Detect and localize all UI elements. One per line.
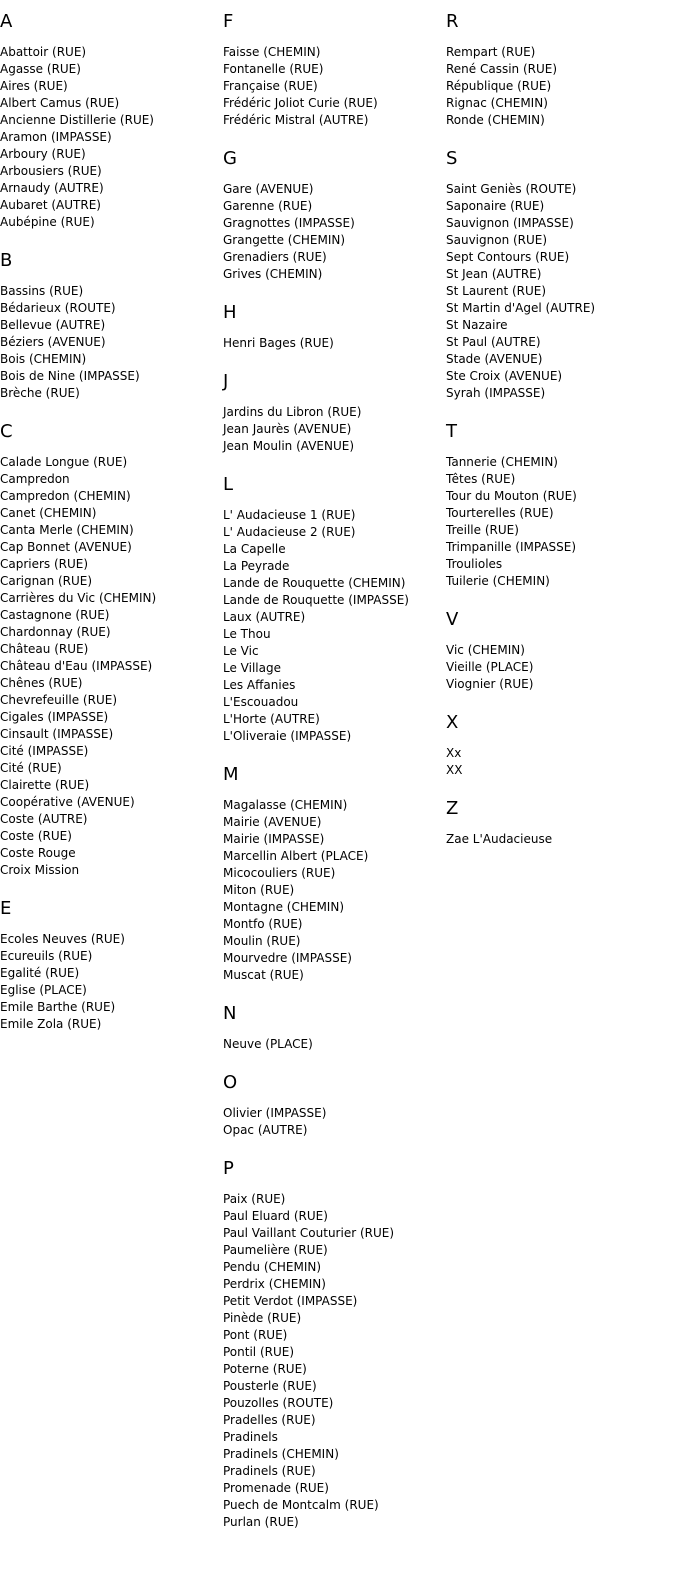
section-letter-heading: L [223,474,234,495]
letter-section-v [446,607,675,693]
letter-section-x [446,710,675,779]
street-link[interactable]: Tour du Mouton (RUE) [446,489,577,503]
street-link[interactable]: Tuilerie (CHEMIN) [446,574,550,588]
street-link[interactable]: L' Audacieuse 2 (RUE) [223,525,356,539]
street-link[interactable]: L' Audacieuse 1 (RUE) [223,508,356,522]
section-letter-heading: G [223,148,237,169]
street-link[interactable]: Xx [446,746,462,760]
section-letter-heading: V [446,609,459,630]
letter-section-z [446,796,675,848]
street-link[interactable]: Marcellin Albert (PLACE) [223,849,369,863]
letter-section-n [223,1001,445,1053]
street-link[interactable]: L'Oliveraie (IMPASSE) [223,729,352,743]
letter-section-r [446,9,675,129]
street-link[interactable]: Pradinels (CHEMIN) [223,1447,339,1461]
street-link[interactable]: Canet (CHEMIN) [0,506,97,520]
street-link[interactable]: Coste (RUE) [0,829,72,843]
street-link[interactable]: Agasse (RUE) [0,62,81,76]
street-link[interactable]: Ronde (CHEMIN) [446,113,545,127]
street-link[interactable]: Ecoles Neuves (RUE) [0,932,125,946]
street-link[interactable]: Moulin (RUE) [223,934,301,948]
street-link[interactable]: Tannerie (CHEMIN) [446,455,558,469]
street-link[interactable]: Chênes (RUE) [0,676,83,690]
street-link[interactable]: Puech de Montcalm (RUE) [223,1498,379,1512]
street-link[interactable]: Ecureuils (RUE) [0,949,93,963]
letter-section-p [223,1156,445,1531]
street-link[interactable]: Egalité (RUE) [0,966,80,980]
street-link[interactable]: Viognier (RUE) [446,677,534,691]
street-link[interactable]: Miton (RUE) [223,883,295,897]
section-letter-heading: O [223,1072,238,1093]
street-link[interactable]: Têtes (RUE) [446,472,516,486]
section-letter-heading: A [0,11,13,32]
street-link[interactable]: Montagne (CHEMIN) [223,900,344,914]
street-link[interactable]: Aramon (IMPASSE) [0,130,112,144]
street-link[interactable]: Pouzolles (ROUTE) [223,1396,334,1410]
street-link[interactable]: Lande de Rouquette (IMPASSE) [223,593,409,607]
section-letter-heading: J [223,371,229,392]
street-link[interactable]: Treille (RUE) [446,523,519,537]
street-link[interactable]: Neuve (PLACE) [223,1037,313,1051]
street-link[interactable]: Vic (CHEMIN) [446,643,525,657]
street-link[interactable]: Le Thou [223,627,271,641]
street-link[interactable]: Pradinels [223,1430,278,1444]
street-link[interactable]: La Peyrade [223,559,290,573]
street-link[interactable]: Brèche (RUE) [0,386,80,400]
street-link[interactable]: Paul Eluard (RUE) [223,1209,328,1223]
street-link[interactable]: Arbousiers (RUE) [0,164,102,178]
street-link[interactable]: Jardins du Libron (RUE) [223,405,362,419]
street-column-2 [223,9,445,1548]
street-link[interactable]: Montfo (RUE) [223,917,303,931]
street-link[interactable]: Rignac (CHEMIN) [446,96,548,110]
street-link[interactable]: Française (RUE) [223,79,318,93]
section-letter-heading: F [223,11,234,32]
street-column-3 [446,9,675,865]
street-link[interactable]: Lande de Rouquette (CHEMIN) [223,576,406,590]
street-link[interactable]: Clairette (RUE) [0,778,90,792]
street-link[interactable]: Campredon (CHEMIN) [0,489,131,503]
street-link[interactable]: Mairie (AVENUE) [223,815,322,829]
street-link[interactable]: Aubaret (AUTRE) [0,198,101,212]
letter-section-f [223,9,445,129]
letter-section-b [0,248,222,402]
letter-section-s [446,146,675,402]
street-column-1 [0,9,222,1050]
section-letter-heading: B [0,250,13,271]
street-link[interactable]: Cap Bonnet (AVENUE) [0,540,132,554]
street-link[interactable]: Coste (AUTRE) [0,812,88,826]
street-link[interactable]: Gragnottes (IMPASSE) [223,216,355,230]
street-link[interactable]: Grives (CHEMIN) [223,267,323,281]
street-link[interactable]: Cinsault (IMPASSE) [0,727,114,741]
street-link[interactable]: L'Escouadou [223,695,299,709]
street-link[interactable]: Pradinels (RUE) [223,1464,316,1478]
street-link[interactable]: Cigales (IMPASSE) [0,710,109,724]
street-link[interactable]: Pendu (CHEMIN) [223,1260,322,1274]
section-letter-heading: N [223,1003,237,1024]
street-link[interactable]: Castagnone (RUE) [0,608,110,622]
street-link[interactable]: Sauvignon (IMPASSE) [446,216,574,230]
street-link[interactable]: Muscat (RUE) [223,968,304,982]
street-link[interactable]: Carrières du Vic (CHEMIN) [0,591,157,605]
street-link[interactable]: Mourvedre (IMPASSE) [223,951,352,965]
letter-section-c [0,419,222,879]
street-link[interactable]: Micocouliers (RUE) [223,866,336,880]
street-link[interactable]: Bédarieux (ROUTE) [0,301,116,315]
street-link[interactable]: Calade Longue (RUE) [0,455,128,469]
section-letter-heading: S [446,148,458,169]
street-link[interactable]: Petit Verdot (IMPASSE) [223,1294,358,1308]
street-link[interactable]: Bois de Nine (IMPASSE) [0,369,140,383]
street-link[interactable]: Pontil (RUE) [223,1345,295,1359]
section-letter-heading: H [223,302,237,323]
street-link[interactable]: Purlan (RUE) [223,1515,299,1529]
street-link[interactable]: Grangette (CHEMIN) [223,233,346,247]
street-link[interactable]: Béziers (AVENUE) [0,335,106,349]
street-link[interactable]: St Paul (AUTRE) [446,335,541,349]
street-link[interactable]: Ste Croix (AVENUE) [446,369,563,383]
section-letter-heading: X [446,712,459,733]
street-link[interactable]: Opac (AUTRE) [223,1123,308,1137]
street-link[interactable]: Bellevue (AUTRE) [0,318,106,332]
street-link[interactable]: L'Horte (AUTRE) [223,712,320,726]
street-link[interactable]: St Martin d'Agel (AUTRE) [446,301,596,315]
street-link[interactable]: Garenne (RUE) [223,199,313,213]
street-link[interactable]: Vieille (PLACE) [446,660,534,674]
street-link[interactable]: Faisse (CHEMIN) [223,45,321,59]
street-link[interactable]: René Cassin (RUE) [446,62,558,76]
section-letter-heading: Z [446,798,459,819]
letter-section-h [223,300,445,352]
street-link[interactable]: Paumelière (RUE) [223,1243,328,1257]
letter-section-a [0,9,222,231]
street-link[interactable]: Troulioles [446,557,503,571]
street-link[interactable]: République (RUE) [446,79,552,93]
street-link[interactable]: Cité (IMPASSE) [0,744,89,758]
street-link[interactable]: Saponaire (RUE) [446,199,545,213]
street-link[interactable]: Gare (AVENUE) [223,182,314,196]
street-link[interactable]: Croix Mission [0,863,80,877]
street-link[interactable]: Frédéric Joliot Curie (RUE) [223,96,378,110]
street-link[interactable]: Aubépine (RUE) [0,215,95,229]
street-link[interactable]: Emile Barthe (RUE) [0,1000,116,1014]
letter-section-m [223,762,445,984]
street-link[interactable]: Poterne (RUE) [223,1362,307,1376]
street-link[interactable]: Château (RUE) [0,642,89,656]
street-link[interactable]: Chardonnay (RUE) [0,625,111,639]
street-link[interactable]: St Jean (AUTRE) [446,267,542,281]
street-link[interactable]: Syrah (IMPASSE) [446,386,546,400]
street-link[interactable]: St Laurent (RUE) [446,284,547,298]
letter-section-l [223,472,445,745]
street-link[interactable]: Campredon [0,472,70,486]
street-link[interactable]: Le Vic [223,644,259,658]
street-link[interactable]: Sept Contours (RUE) [446,250,570,264]
street-link[interactable]: Coopérative (AVENUE) [0,795,135,809]
street-link[interactable]: Bois (CHEMIN) [0,352,87,366]
street-link[interactable]: St Nazaire [446,318,508,332]
street-link[interactable]: Capriers (RUE) [0,557,89,571]
letter-section-t [446,419,675,590]
street-link[interactable]: Zae L'Audacieuse [446,832,553,846]
street-link[interactable]: XX [446,763,463,777]
section-letter-heading: T [446,421,457,442]
street-link[interactable]: Perdrix (CHEMIN) [223,1277,326,1291]
street-link[interactable]: Aires (RUE) [0,79,68,93]
street-link[interactable]: Emile Zola (RUE) [0,1017,102,1031]
letter-section-g [223,146,445,283]
street-link[interactable]: Rempart (RUE) [446,45,536,59]
street-link[interactable]: Les Affanies [223,678,296,692]
street-link[interactable]: Le Village [223,661,281,675]
street-link[interactable]: Sauvignon (RUE) [446,233,548,247]
street-link[interactable]: Canta Merle (CHEMIN) [0,523,134,537]
street-link[interactable]: Saint Geniès (ROUTE) [446,182,577,196]
street-link[interactable]: Paix (RUE) [223,1192,286,1206]
street-link[interactable]: Carignan (RUE) [0,574,93,588]
section-letter-heading: P [223,1158,234,1179]
street-link[interactable]: Arnaudy (AUTRE) [0,181,104,195]
street-link[interactable]: Mairie (IMPASSE) [223,832,325,846]
street-link[interactable]: Trimpanille (IMPASSE) [446,540,577,554]
street-link[interactable]: Pinède (RUE) [223,1311,302,1325]
street-link[interactable]: Paul Vaillant Couturier (RUE) [223,1226,395,1240]
section-letter-heading: R [446,11,459,32]
street-link[interactable]: Stade (AVENUE) [446,352,543,366]
street-link[interactable]: Frédéric Mistral (AUTRE) [223,113,369,127]
street-link[interactable]: Promenade (RUE) [223,1481,329,1495]
letter-section-e [0,896,222,1033]
street-link[interactable]: Pousterle (RUE) [223,1379,317,1393]
street-link[interactable]: Chevrefeuille (RUE) [0,693,117,707]
street-link[interactable]: Ancienne Distillerie (RUE) [0,113,154,127]
street-link[interactable]: Eglise (PLACE) [0,983,87,997]
letter-section-j [223,369,445,455]
section-letter-heading: C [0,421,13,442]
street-link[interactable]: Magalasse (CHEMIN) [223,798,348,812]
street-link[interactable]: Arboury (RUE) [0,147,86,161]
letter-section-o [223,1070,445,1139]
street-link[interactable]: Pradelles (RUE) [223,1413,316,1427]
street-link[interactable]: Laux (AUTRE) [223,610,306,624]
street-link[interactable]: Cité (RUE) [0,761,62,775]
section-letter-heading: E [0,898,12,919]
street-link[interactable]: Olivier (IMPASSE) [223,1106,327,1120]
street-link[interactable]: Pont (RUE) [223,1328,288,1342]
street-link[interactable]: Château d'Eau (IMPASSE) [0,659,153,673]
street-link[interactable]: La Capelle [223,542,286,556]
street-link[interactable]: Grenadiers (RUE) [223,250,327,264]
street-link[interactable]: Bassins (RUE) [0,284,84,298]
street-link[interactable]: Jean Moulin (AVENUE) [223,439,355,453]
street-link[interactable]: Fontanelle (RUE) [223,62,324,76]
street-link[interactable]: Jean Jaurès (AVENUE) [223,422,352,436]
street-link[interactable]: Abattoir (RUE) [0,45,87,59]
street-link[interactable]: Henri Bages (RUE) [223,336,334,350]
street-link[interactable]: Tourterelles (RUE) [446,506,554,520]
street-link[interactable]: Coste Rouge [0,846,76,860]
street-link[interactable]: Albert Camus (RUE) [0,96,120,110]
section-letter-heading: M [223,764,239,785]
